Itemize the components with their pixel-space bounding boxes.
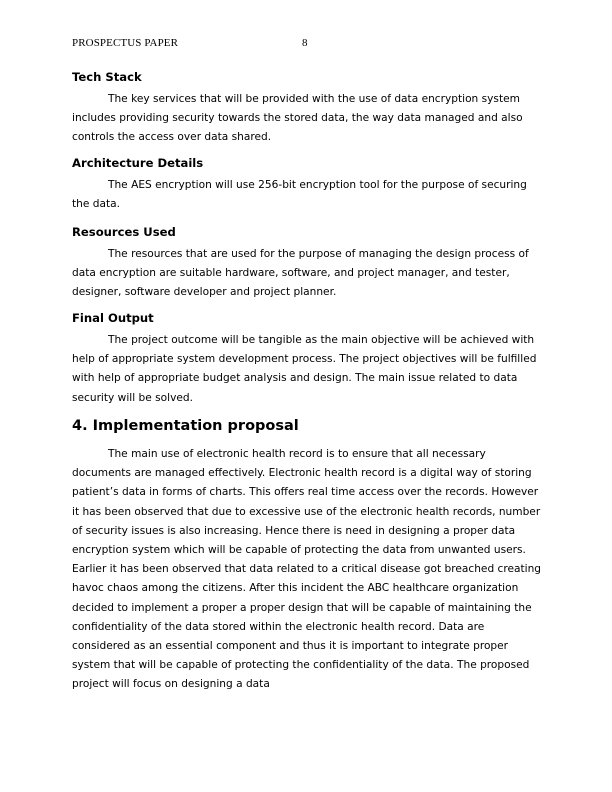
section-paragraph: The main use of electronic health record is to ensure that all necessary documents are managed effectively. Electronic health record is a digital way of storing patient’s data in forms of charts. This offers real time access over the records. However it has been observed that due to excessive use of the electronic health records, number of security issues is also increasing. Hence there is need in designing a proper data encryption system which will be capable of protecting the data from unwanted users. Earlier it has been observed that data related to a critical disease got breached creating havoc chaos among the citizens. After this incident the ABC healthcare organization decided to implement a proper a proper design that will be capable of maintaining the confidentiality of the data stored within the electronic health record. Data are considered as an essential component and thus it is important to integrate proper system that will be capable of protecting the confidentiality of the data. The proposed project will focus on designing a data (72, 448, 542, 691)
running-head (72, 36, 540, 50)
section-heading: Resources Used (72, 225, 176, 239)
section-heading: 4. Implementation proposal (72, 418, 299, 434)
section-implementation-proposal (72, 417, 544, 695)
section-resources-used (72, 225, 544, 303)
section-final-output (72, 311, 544, 408)
running-head-title: PROSPECTUS PAPER (72, 37, 179, 49)
section-paragraph: The resources that are used for the purpose of managing the design process of data encryption are suitable hardware, software, and project manager, and tester, designer, software developer and project planner. (72, 248, 529, 299)
section-paragraph: The project outcome will be tangible as the main objective will be achieved with help of appropriate system development process. The project objectives will be fulfilled with help of appropriate budget analysis and design. The main issue related to data security will be solved. (72, 334, 537, 404)
section-paragraph: The key services that will be provided with the use of data encryption system includes providing security towards the stored data, the way data managed and also controls the access over data shared. (72, 93, 523, 144)
section-paragraph: The AES encryption will use 256-bit encryption tool for the purpose of securing the data. (72, 179, 527, 211)
section-heading: Tech Stack (72, 70, 142, 84)
section-tech-stack (72, 70, 544, 148)
page-number: 8 (302, 37, 308, 49)
section-heading: Final Output (72, 311, 154, 325)
section-heading: Architecture Details (72, 156, 204, 170)
section-architecture-details (72, 156, 544, 214)
